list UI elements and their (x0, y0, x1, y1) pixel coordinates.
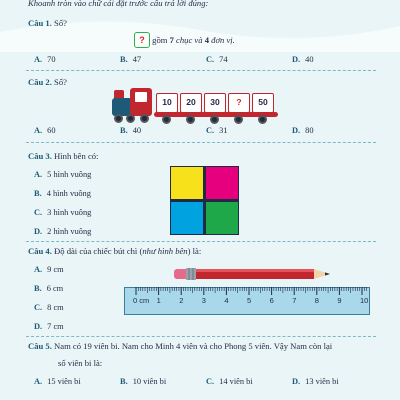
ruler-tick-label: 0 cm (133, 296, 150, 305)
wheel (114, 114, 123, 123)
q3-label: Câu 3. (28, 151, 52, 161)
q3-heading (28, 151, 98, 161)
q3-option-c[interactable]: C. 3 hình vuông (34, 208, 92, 217)
ruler-tick-label: 6 (269, 296, 274, 305)
q2-title: Số? (54, 77, 67, 87)
q1-text-b: chục và (176, 35, 203, 45)
train-car-5: 50 (252, 93, 274, 113)
q2-option-b[interactable]: B. 40 (120, 126, 142, 135)
yellow-square (171, 167, 203, 199)
q3-option-a[interactable]: A. 5 hình vuông (34, 170, 92, 179)
magenta-square (206, 167, 238, 199)
train-car-2: 20 (180, 93, 202, 113)
q1-heading (28, 18, 67, 28)
divider (26, 241, 376, 242)
wheel (234, 115, 243, 124)
q5-option-c[interactable]: C. 14 viên bi (206, 377, 253, 386)
q4-heading (28, 246, 201, 256)
wheel (126, 114, 135, 123)
ruler-labels (124, 296, 370, 308)
divider (26, 70, 376, 71)
q1-title: Số? (54, 18, 67, 28)
q4-option-c[interactable]: C. 8 cm (34, 303, 64, 312)
q3-title: Hình bên có: (54, 151, 99, 161)
q4-option-b[interactable]: B. 6 cm (34, 284, 64, 293)
wheel (210, 115, 219, 124)
q1-text-c: đơn vị. (211, 35, 235, 45)
ruler-tick-label: 10 (360, 296, 369, 305)
q1-option-d[interactable]: D. 40 (292, 55, 314, 64)
ruler-tick-label: 2 (179, 296, 184, 305)
train-car-3: 30 (204, 93, 226, 113)
q4-title-b: ) là: (187, 246, 202, 256)
q1-option-c[interactable]: C. 74 (206, 55, 228, 64)
q2-option-a[interactable]: A. 60 (34, 126, 56, 135)
ruler-tick-label: 7 (292, 296, 297, 305)
divider (26, 142, 376, 143)
q4-title-italic: như hình bên (142, 246, 188, 256)
q1-ones: 4 (204, 35, 209, 45)
q1-text-a: gồm (152, 35, 168, 45)
q5-option-d[interactable]: D. 13 viên bi (292, 377, 339, 386)
q4-option-a[interactable]: A. 9 cm (34, 265, 64, 274)
instruction-text: Khoanh tròn vào chữ cái đặt trước câu trả lời đúng: (28, 0, 209, 8)
q1-label: Câu 1. (28, 18, 52, 28)
ruler-tick-label: 5 (247, 296, 252, 305)
q1-question-box: ? (134, 32, 150, 48)
q2-heading (28, 77, 67, 87)
q4-title-a: Độ dài của chiếc bút chì ( (54, 246, 143, 256)
wheel (140, 114, 149, 123)
q2-option-d[interactable]: D. 80 (292, 126, 314, 135)
train-illustration (112, 84, 278, 128)
q3-option-d[interactable]: D. 2 hình vuông (34, 227, 92, 236)
train-car-4: ? (228, 93, 250, 113)
q1-tens: 7 (169, 35, 174, 45)
q2-label: Câu 2. (28, 77, 52, 87)
q3-option-b[interactable]: B. 4 hình vuông (34, 189, 91, 198)
q5-label: Câu 5. (28, 341, 52, 351)
train-car-1: 10 (156, 93, 178, 113)
q5-heading (28, 341, 332, 351)
q1-option-b[interactable]: B. 47 (120, 55, 142, 64)
q5-option-b[interactable]: B. 10 viên bi (120, 377, 167, 386)
ruler-tick-label: 4 (224, 296, 229, 305)
q5-title-line2: số viên bi là: (58, 358, 103, 368)
q1-option-a[interactable]: A. 70 (34, 55, 56, 64)
q5-option-a[interactable]: A. 15 viên bi (34, 377, 81, 386)
q5-title-line1: Nam có 19 viên bi. Nam cho Minh 4 viên và cho Phong 5 viên. Vậy Nam còn lại (54, 341, 333, 351)
wheel (258, 115, 267, 124)
q1-statement (134, 32, 235, 48)
wheel (162, 115, 171, 124)
pencil-illustration (170, 264, 340, 284)
q2-option-c[interactable]: C. 31 (206, 126, 228, 135)
squares-figure (170, 166, 239, 235)
q4-label: Câu 4. (28, 246, 52, 256)
divider (26, 336, 376, 337)
ruler-tick-label: 8 (314, 296, 319, 305)
ruler-tick-label: 3 (201, 296, 206, 305)
blue-square (171, 202, 203, 234)
ruler-tick-label: 9 (337, 296, 342, 305)
wheel (186, 115, 195, 124)
green-square (206, 202, 238, 234)
ruler-tick-label: 1 (156, 296, 161, 305)
q4-option-d[interactable]: D. 7 cm (34, 322, 64, 331)
train-window (135, 92, 147, 102)
